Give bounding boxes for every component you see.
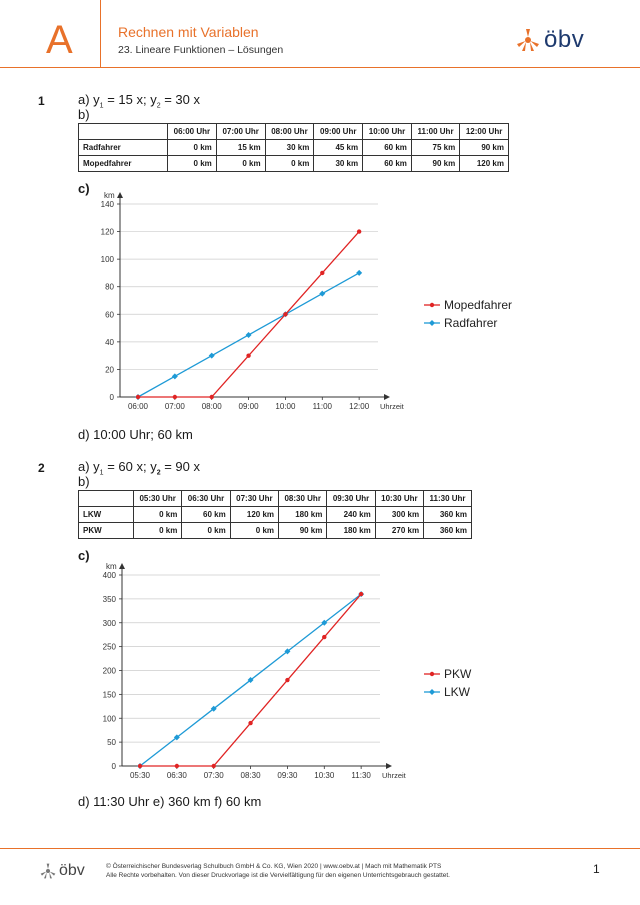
- x-tick-label: 10:00: [275, 402, 296, 411]
- data-point: [138, 764, 142, 768]
- table-cell: 300 km: [375, 507, 423, 523]
- header-rule: [0, 67, 640, 68]
- table-cell: 90 km: [411, 156, 459, 172]
- data-point: [173, 395, 177, 399]
- data-point: [356, 270, 362, 276]
- x-tick-label: 10:30: [314, 771, 335, 780]
- table-cell: 0 km: [230, 523, 278, 539]
- y-axis-label: km: [104, 191, 115, 200]
- data-point: [209, 353, 215, 359]
- table-cell: 0 km: [216, 156, 265, 172]
- legend-marker: [429, 689, 435, 695]
- table-cell: 0 km: [134, 507, 182, 523]
- legend-marker: [430, 672, 434, 676]
- x-axis-arrow: [384, 394, 390, 400]
- table-cell: 240 km: [327, 507, 375, 523]
- x-tick-label: 05:30: [129, 771, 151, 780]
- table-cell: 06:30 Uhr: [182, 491, 230, 507]
- table-cell: 12:00 Uhr: [460, 124, 509, 140]
- data-point: [175, 764, 179, 768]
- copyright-line-1: © Österreichischer Bundesverlag Schulbuch GmbH & Co. KG, Wien 2020 | www.oebv.at | Mach mit Mathematik PTS: [106, 863, 442, 870]
- table-cell: 30 km: [314, 156, 363, 172]
- data-point: [248, 721, 252, 725]
- table-cell: 09:00 Uhr: [314, 124, 363, 140]
- table-cell: 09:30 Uhr: [327, 491, 375, 507]
- table-cell: 0 km: [134, 523, 182, 539]
- task-2-answer-def: d) 11:30 Uhr e) 360 km f) 60 km: [78, 794, 262, 809]
- legend-marker: [429, 320, 435, 326]
- table-cell: 60 km: [182, 507, 230, 523]
- footer-copyright: [106, 862, 450, 880]
- task-2-table: [78, 490, 472, 539]
- x-tick-label: 09:30: [277, 771, 298, 780]
- table-row: [79, 523, 472, 539]
- task-1-table: [78, 123, 509, 172]
- table-cell: 90 km: [460, 140, 509, 156]
- data-point: [319, 291, 325, 297]
- y-tick-label: 350: [102, 594, 116, 604]
- footer-logo-text: öbv: [59, 862, 85, 879]
- table-cell: 360 km: [424, 507, 472, 523]
- table-row: [79, 507, 472, 523]
- data-point: [357, 229, 361, 233]
- x-tick-label: 07:30: [203, 771, 224, 780]
- table-cell: 75 km: [411, 140, 459, 156]
- table-cell: 0 km: [182, 523, 230, 539]
- table-row-label: Radfahrer: [79, 140, 168, 156]
- y-tick-label: 200: [102, 666, 116, 676]
- task-1-c-label: c): [78, 181, 90, 196]
- table-cell: 11:00 Uhr: [411, 124, 459, 140]
- x-tick-label: 06:30: [166, 771, 187, 780]
- x-tick-label: 07:00: [164, 402, 185, 411]
- y-tick-label: 40: [105, 337, 114, 347]
- data-point: [136, 395, 140, 399]
- data-point: [210, 395, 214, 399]
- table-row-label: LKW: [79, 507, 134, 523]
- task-1-number: 1: [38, 94, 45, 108]
- table-row: [79, 140, 509, 156]
- table-cell: 90 km: [279, 523, 327, 539]
- y-tick-label: 300: [102, 618, 116, 628]
- y-tick-label: 0: [109, 393, 114, 402]
- y-tick-label: 60: [105, 310, 114, 320]
- task-2-b-label: b): [78, 474, 90, 489]
- table-row-label: Mopedfahrer: [79, 156, 168, 172]
- x-tick-label: 11:00: [312, 402, 333, 411]
- y-tick-label: 120: [100, 227, 114, 237]
- data-point: [246, 332, 252, 338]
- y-axis-arrow: [117, 192, 123, 198]
- table-cell: 15 km: [216, 140, 265, 156]
- page-title: Rechnen mit Variablen: [118, 24, 259, 40]
- table-row-label: [79, 491, 134, 507]
- table-header-row: [79, 124, 509, 140]
- table-cell: 07:30 Uhr: [230, 491, 278, 507]
- y-tick-label: 250: [102, 642, 116, 652]
- task-1-answer-d: d) 10:00 Uhr; 60 km: [78, 427, 193, 442]
- task-1-chart: [84, 180, 554, 415]
- x-axis-label: Uhrzeit: [380, 402, 404, 411]
- y-tick-label: 150: [102, 690, 116, 700]
- copyright-line-2: Alle Rechte vorbehalten. Von dieser Druckvorlage ist die Vervielfältigung für den eigenen Unterrichtsgebrauch gestattet.: [106, 872, 450, 879]
- table-cell: 11:30 Uhr: [424, 491, 472, 507]
- y-tick-label: 400: [102, 571, 116, 580]
- x-tick-label: 08:00: [201, 402, 222, 411]
- legend-marker: [430, 303, 434, 307]
- publisher-logo: [516, 26, 584, 54]
- table-cell: 270 km: [375, 523, 423, 539]
- table-header-row: [79, 491, 472, 507]
- header-divider: [100, 0, 101, 67]
- table-cell: 360 km: [424, 523, 472, 539]
- data-point: [322, 635, 326, 639]
- task-2-a: a) $y_1 = 60$ x; $y_2 = 90$ x: [78, 459, 200, 477]
- y-tick-label: 100: [100, 255, 114, 265]
- table-cell: 30 km: [265, 140, 314, 156]
- table-cell: 45 km: [314, 140, 363, 156]
- obv-star-icon: [516, 28, 540, 52]
- table-cell: 06:00 Uhr: [168, 124, 217, 140]
- table-cell: 60 km: [363, 156, 412, 172]
- legend-label: LKW: [444, 685, 471, 699]
- legend-label: Mopedfahrer: [444, 298, 513, 312]
- table-cell: 10:30 Uhr: [375, 491, 423, 507]
- task-2-chart: [84, 558, 554, 788]
- table-cell: 180 km: [327, 523, 375, 539]
- table-cell: 08:30 Uhr: [279, 491, 327, 507]
- data-point: [359, 592, 363, 596]
- x-tick-label: 12:00: [349, 402, 370, 411]
- table-cell: 120 km: [460, 156, 509, 172]
- legend-label: PKW: [444, 667, 472, 681]
- table-cell: 180 km: [279, 507, 327, 523]
- task-2-c-label: c): [78, 548, 90, 563]
- x-tick-label: 08:30: [240, 771, 261, 780]
- footer-logo: [40, 862, 85, 880]
- y-tick-label: 50: [107, 738, 116, 748]
- table-row: [79, 156, 509, 172]
- table-cell: 0 km: [168, 140, 217, 156]
- data-point: [283, 312, 287, 316]
- x-tick-label: 09:00: [238, 402, 259, 411]
- legend-label: Radfahrer: [444, 316, 498, 330]
- logo-text: öbv: [544, 26, 585, 53]
- data-point: [212, 764, 216, 768]
- page-number: 1: [593, 862, 600, 876]
- task-1-b-label: b): [78, 107, 90, 122]
- chapter-letter: A: [46, 18, 73, 62]
- y-tick-label: 20: [105, 365, 114, 375]
- x-tick-label: 06:00: [127, 402, 149, 411]
- y-tick-label: 100: [102, 714, 116, 724]
- y-axis-label: km: [106, 562, 117, 571]
- y-tick-label: 0: [111, 762, 116, 771]
- task-2-number: 2: [38, 461, 45, 475]
- x-tick-label: 11:30: [351, 771, 371, 780]
- x-axis-arrow: [386, 763, 392, 769]
- table-cell: 60 km: [363, 140, 412, 156]
- y-axis-arrow: [119, 563, 125, 569]
- x-axis-label: Uhrzeit: [382, 771, 406, 780]
- data-point: [172, 373, 178, 379]
- table-cell: 120 km: [230, 507, 278, 523]
- table-cell: 10:00 Uhr: [363, 124, 412, 140]
- table-cell: 0 km: [168, 156, 217, 172]
- y-tick-label: 80: [105, 282, 114, 292]
- table-cell: 05:30 Uhr: [134, 491, 182, 507]
- y-tick-label: 140: [100, 200, 114, 209]
- footer-rule: [0, 848, 640, 849]
- table-cell: 0 km: [265, 156, 314, 172]
- table-cell: 07:00 Uhr: [216, 124, 265, 140]
- task-1-a: a) $y_1 = 15$ x; $y_2 = 30$ x: [78, 92, 200, 110]
- table-cell: 08:00 Uhr: [265, 124, 314, 140]
- data-point: [285, 678, 289, 682]
- table-row-label: PKW: [79, 523, 134, 539]
- data-point: [320, 271, 324, 275]
- data-point: [246, 353, 250, 357]
- table-row-label: [79, 124, 168, 140]
- page-subtitle: 23. Lineare Funktionen – Lösungen: [118, 44, 284, 56]
- obv-star-icon: [40, 863, 56, 879]
